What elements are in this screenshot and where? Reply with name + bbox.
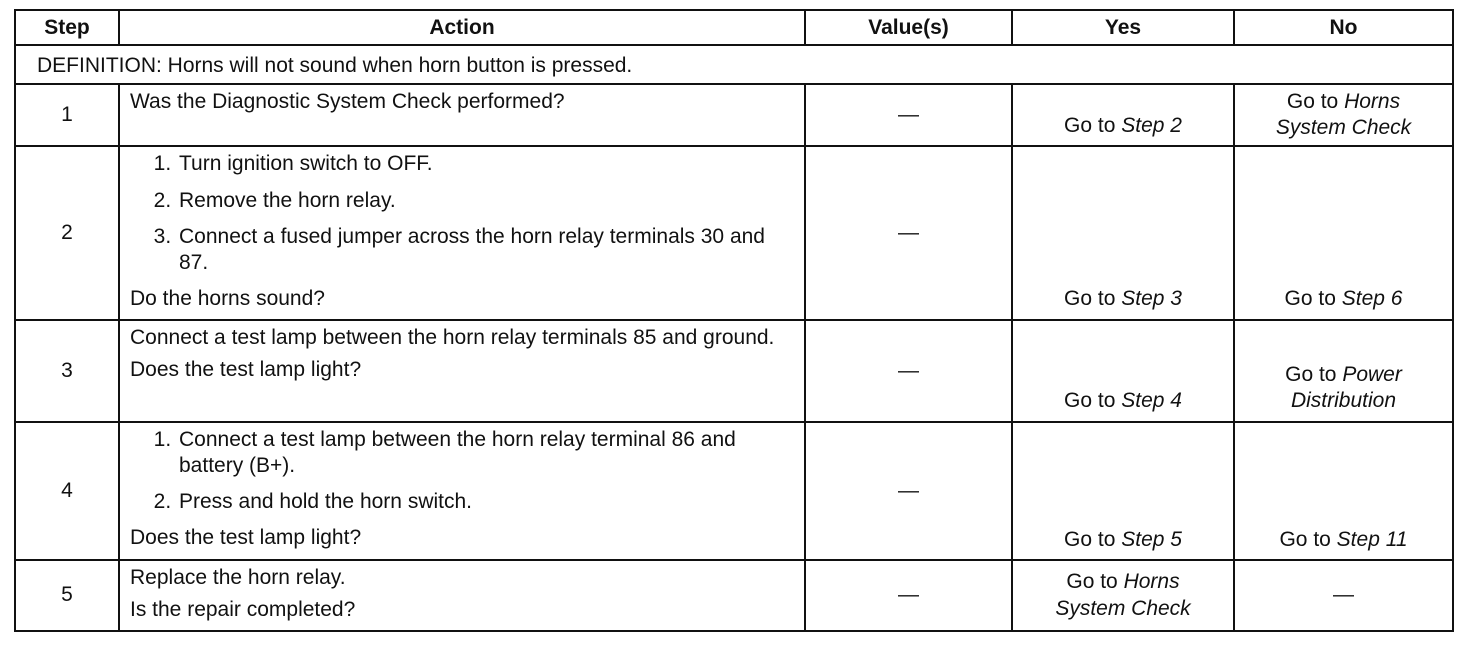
step-number: 1: [15, 84, 119, 147]
no-link[interactable]: Power: [1342, 363, 1402, 387]
header-values: Value(s): [805, 10, 1012, 45]
yes-cell: [1012, 320, 1234, 422]
diagnostic-table: [14, 9, 1454, 632]
yes-prefix: Go to: [1066, 570, 1124, 594]
header-row: [15, 10, 1453, 45]
value-cell: —: [805, 84, 1012, 147]
yes-link[interactable]: Step 3: [1121, 287, 1182, 311]
table-row: [15, 560, 1453, 631]
no-link-cont[interactable]: System Check: [1275, 116, 1412, 140]
no-prefix: Go to: [1286, 89, 1345, 113]
no-cell: [1234, 422, 1453, 561]
value-cell: —: [805, 422, 1012, 561]
action-question: Is the repair completed?: [130, 598, 356, 622]
no-prefix: Go to: [1279, 527, 1337, 551]
yes-cell: [1012, 146, 1234, 319]
yes-prefix: Go to: [1064, 389, 1122, 413]
yes-cell: [1012, 84, 1234, 147]
no-prefix: Go to: [1284, 287, 1342, 311]
header-action: Action: [119, 10, 805, 45]
action-cell: [119, 320, 805, 422]
definition-text: DEFINITION: Horns will not sound when horn button is pressed.: [15, 45, 1453, 83]
value-cell: —: [805, 560, 1012, 631]
list-item: 3. Connect a fused jumper across the horn relay terminals 30 and 87.: [177, 224, 794, 277]
action-question: Do the horns sound?: [130, 287, 325, 311]
list-item: 2. Press and hold the horn switch.: [177, 489, 794, 515]
action-text: Connect a test lamp between the horn relay terminals 85 and ground.: [130, 325, 775, 349]
yes-link[interactable]: Horns: [1123, 570, 1180, 594]
no-link-cont[interactable]: Distribution: [1290, 389, 1397, 413]
list-item: 1. Turn ignition switch to OFF.: [177, 151, 794, 177]
action-cell: [119, 146, 805, 319]
yes-link[interactable]: Step 5: [1121, 527, 1182, 551]
action-cell: [119, 560, 805, 631]
header-step: Step: [15, 10, 119, 45]
action-question: Does the test lamp light?: [130, 526, 362, 550]
action-question: Does the test lamp light?: [130, 357, 362, 381]
yes-prefix: Go to: [1064, 527, 1122, 551]
action-list: [130, 427, 794, 516]
no-cell: [1234, 320, 1453, 422]
action-cell: [119, 84, 805, 147]
no-link[interactable]: Horns: [1344, 89, 1401, 113]
no-cell: [1234, 84, 1453, 147]
table-row: [15, 146, 1453, 319]
header-no: No: [1234, 10, 1453, 45]
no-link[interactable]: Step 11: [1336, 527, 1408, 551]
no-cell: —: [1234, 560, 1453, 631]
yes-cell: [1012, 560, 1234, 631]
value-cell: —: [805, 146, 1012, 319]
action-question: Was the Diagnostic System Check performed?: [130, 89, 565, 113]
no-cell: [1234, 146, 1453, 319]
yes-link[interactable]: Step 4: [1121, 389, 1182, 413]
yes-link-cont[interactable]: System Check: [1055, 596, 1191, 620]
action-text: Replace the horn relay.: [130, 566, 346, 590]
no-prefix: Go to: [1285, 363, 1343, 387]
table-row: [15, 422, 1453, 561]
yes-link[interactable]: Step 2: [1121, 114, 1182, 138]
list-item: 1. Connect a test lamp between the horn relay terminal 86 and battery (B+).: [177, 427, 794, 480]
action-list: [130, 151, 794, 276]
step-number: 3: [15, 320, 119, 422]
table-row: [15, 84, 1453, 147]
yes-prefix: Go to: [1064, 287, 1122, 311]
header-yes: Yes: [1012, 10, 1234, 45]
step-number: 5: [15, 560, 119, 631]
yes-cell: [1012, 422, 1234, 561]
definition-row: [15, 45, 1453, 83]
no-link[interactable]: Step 6: [1341, 287, 1403, 311]
table-row: [15, 320, 1453, 422]
action-cell: [119, 422, 805, 561]
step-number: 4: [15, 422, 119, 561]
step-number: 2: [15, 146, 119, 319]
list-item: 2. Remove the horn relay.: [177, 188, 794, 214]
yes-prefix: Go to: [1064, 114, 1122, 138]
value-cell: —: [805, 320, 1012, 422]
